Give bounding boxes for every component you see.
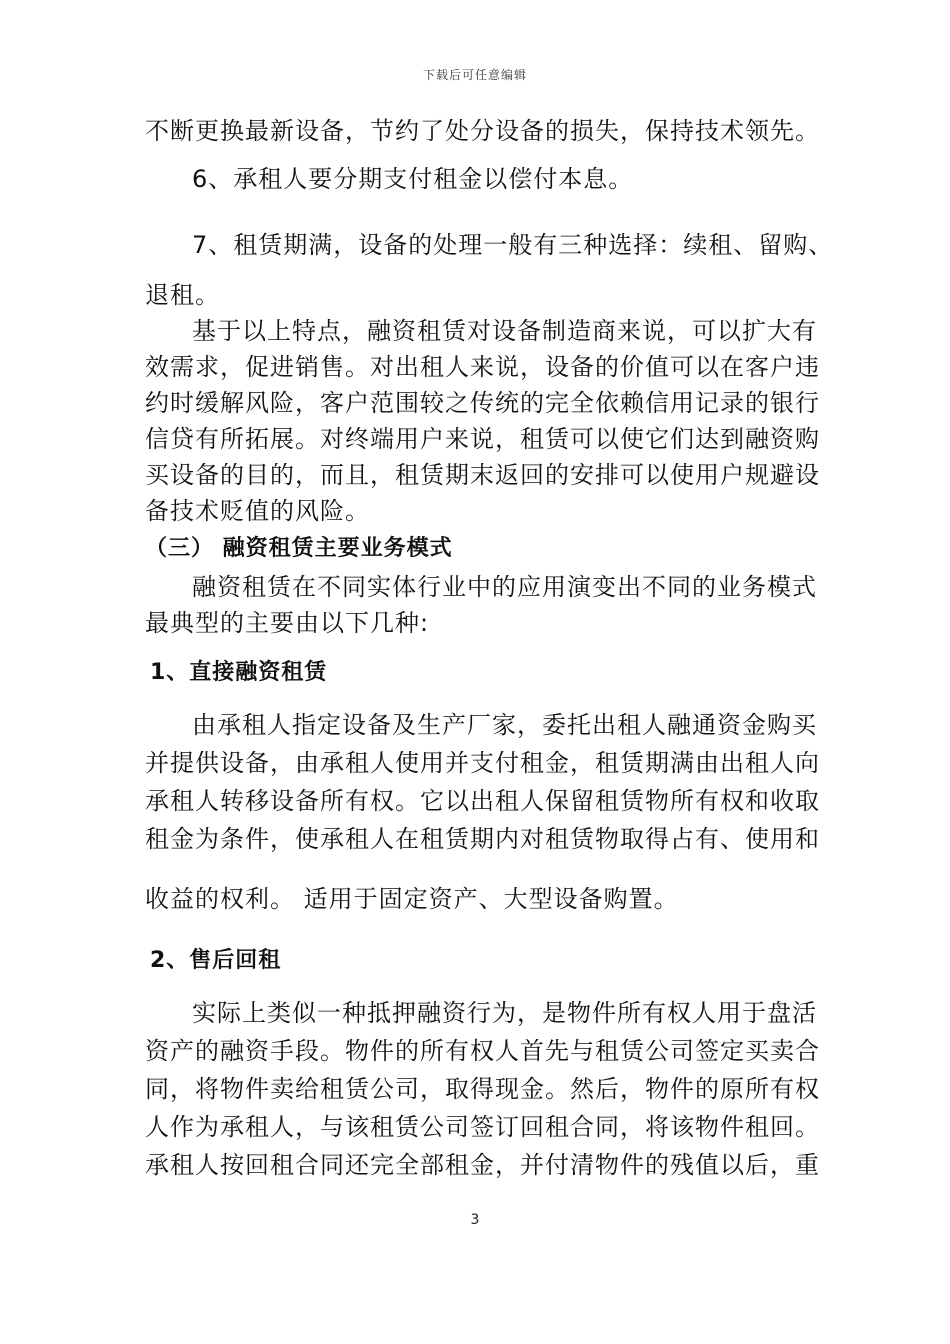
- paragraph-line: 人作为承租人，与该租赁公司签订回租合同，将该物件租回。: [145, 1113, 820, 1141]
- paragraph-line: 收益的权利。 适用于固定资产、大型设备购置。: [145, 885, 679, 913]
- list-item-7: 7、租赁期满，设备的处理一般有三种选择：续租、留购、: [192, 231, 834, 259]
- paragraph-line: 承租人转移设备所有权。它以出租人保留租赁物所有权和收取: [145, 787, 820, 815]
- paragraph-line: 承租人按回租合同还完全部租金，并付清物件的残值以后，重: [145, 1151, 820, 1179]
- list-item-6: 6、承租人要分期支付租金以偿付本息。: [192, 165, 634, 193]
- paragraph-line: 最典型的主要由以下几种:: [145, 609, 430, 637]
- subheading-direct-lease: 1、直接融资租赁: [150, 660, 328, 685]
- paragraph-line: 同，将物件卖给租赁公司，取得现金。然后，物件的原所有权: [145, 1075, 820, 1103]
- page-number: 3: [470, 1212, 480, 1228]
- paragraph-line: 退租。: [145, 281, 220, 309]
- page-header: 下载后可任意编辑: [422, 68, 527, 82]
- paragraph-line: 由承租人指定设备及生产厂家，委托出租人融通资金购买: [192, 711, 817, 739]
- paragraph-line: 并提供设备，由承租人使用并支付租金，租赁期满由出租人向: [145, 749, 820, 777]
- paragraph-line: 买设备的目的，而且，租赁期末返回的安排可以使用户规避设: [145, 461, 820, 489]
- paragraph-line: 租金为条件，使承租人在租赁期内对租赁物取得占有、使用和: [145, 825, 820, 853]
- paragraph-line: 融资租赁在不同实体行业中的应用演变出不同的业务模式: [192, 573, 817, 601]
- paragraph-line: 信贷有所拓展。对终端用户来说，租赁可以使它们达到融资购: [145, 425, 820, 453]
- paragraph-line: 基于以上特点，融资租赁对设备制造商来说，可以扩大有: [192, 317, 817, 345]
- paragraph-line: 备技术贬值的风险。: [145, 497, 370, 525]
- paragraph-line: 约时缓解风险，客户范围较之传统的完全依赖信用记录的银行: [145, 389, 820, 417]
- subheading-sale-leaseback: 2、售后回租: [150, 948, 282, 973]
- section-heading: （三） 融资租赁主要业务模式: [145, 536, 453, 561]
- paragraph-line: 实际上类似一种抵押融资行为，是物件所有权人用于盘活: [192, 999, 817, 1027]
- paragraph-line: 效需求，促进销售。对出租人来说，设备的价值可以在客户违: [145, 353, 820, 381]
- paragraph-line: 不断更换最新设备，节约了处分设备的损失，保持技术领先。: [145, 117, 820, 145]
- paragraph-line: 资产的融资手段。物件的所有权人首先与租赁公司签定买卖合: [145, 1037, 820, 1065]
